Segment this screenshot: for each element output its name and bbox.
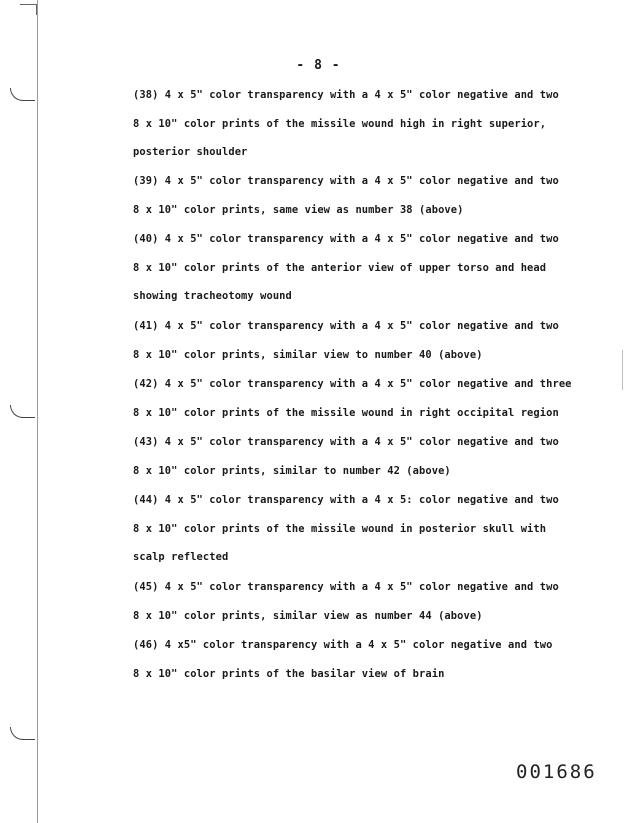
text-line: 8 x 10" color prints of the missile wound in posterior skull with (133, 523, 547, 535)
text-line: (41) 4 x 5" color transparency with a 4 x 5" color negative and two (133, 320, 559, 332)
text-line: (39) 4 x 5" color transparency with a 4 x 5" color negative and two (133, 175, 559, 187)
text-line: 8 x 10" color prints of the anterior view of upper torso and head (133, 262, 547, 274)
text-line: scalp reflected (133, 551, 229, 563)
text-line: (42) 4 x 5" color transparency with a 4 x 5" color negative and three (133, 378, 572, 390)
text-line: (40) 4 x 5" color transparency with a 4 x 5" color negative and two (133, 233, 559, 245)
punch-hole-icon (10, 727, 35, 740)
text-line: (44) 4 x 5" color transparency with a 4 x 5: color negative and two (133, 494, 559, 506)
text-line: (38) 4 x 5" color transparency with a 4 x 5" color negative and two (133, 89, 559, 101)
text-line: (45) 4 x 5" color transparency with a 4 x 5" color negative and two (133, 581, 559, 593)
text-line: (46) 4 x5" color transparency with a 4 x 5" color negative and two (133, 639, 553, 651)
text-line: 8 x 10" color prints of the missile wound high in right superior, (133, 118, 547, 130)
text-line: showing tracheotomy wound (133, 290, 292, 302)
punch-hole-icon (10, 405, 35, 418)
text-line: (43) 4 x 5" color transparency with a 4 x 5" color negative and two (133, 436, 559, 448)
page-number: - 8 - (296, 58, 341, 73)
text-line: 8 x 10" color prints, same view as number 38 (above) (133, 204, 464, 216)
text-line: 8 x 10" color prints, similar to number 42 (above) (133, 465, 451, 477)
document-id-stamp: 001686 (516, 761, 597, 783)
binding-line (37, 0, 38, 823)
text-line: 8 x 10" color prints, similar view as number 44 (above) (133, 610, 483, 622)
text-line: 8 x 10" color prints of the basilar view of brain (133, 668, 445, 680)
text-line: 8 x 10" color prints, similar view to number 40 (above) (133, 349, 483, 361)
punch-hole-icon (10, 88, 35, 101)
text-line: posterior shoulder (133, 146, 248, 158)
text-line: 8 x 10" color prints of the missile wound in right occipital region (133, 407, 559, 419)
scan-artifact (622, 350, 623, 390)
corner-mark (20, 4, 37, 15)
